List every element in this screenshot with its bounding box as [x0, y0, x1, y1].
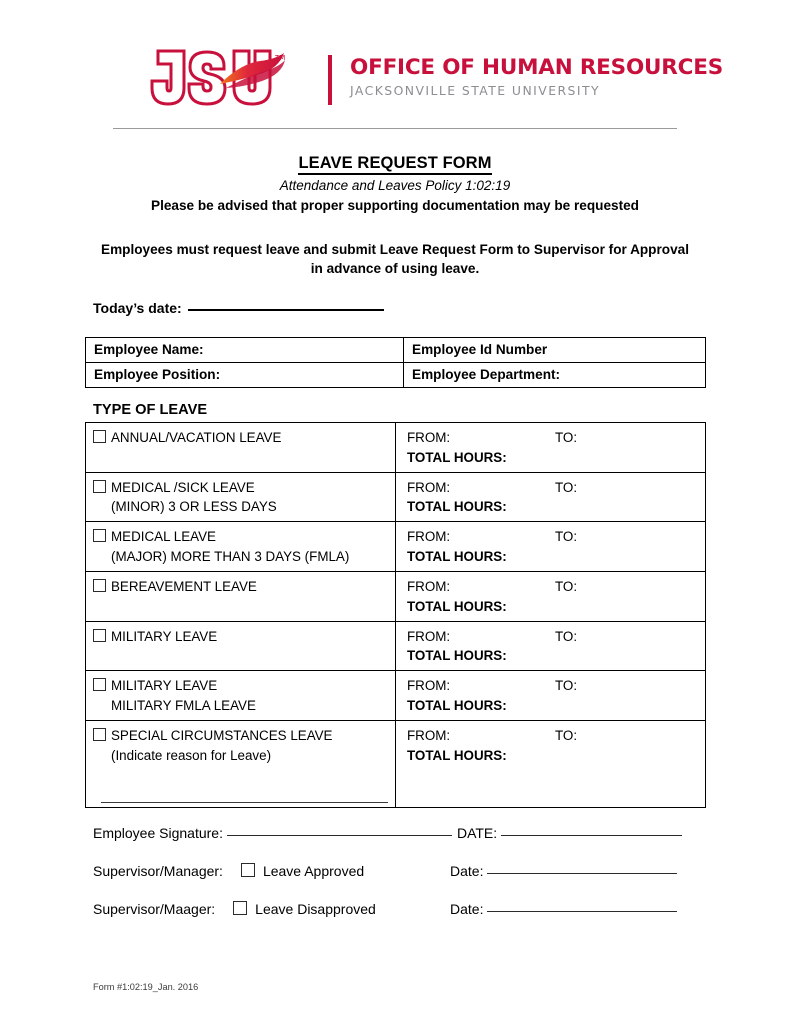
leave-row-bereavement[interactable]	[86, 571, 396, 621]
table-row	[86, 720, 706, 807]
checkbox-special-circumstances[interactable]	[93, 728, 106, 741]
total-hours-label: TOTAL HOURS:	[407, 747, 507, 763]
table-row	[86, 671, 706, 721]
jsu-wordmark-icon	[148, 48, 323, 110]
leave-dates-special-circumstances[interactable]	[396, 720, 706, 807]
supervisor-disapproved-row	[93, 901, 713, 939]
type-of-leave-heading: TYPE OF LEAVE	[93, 402, 208, 418]
instruction-note: Employees must request leave and submit Leave Request Form to Supervisor for Approval in advance of using leave.	[101, 242, 689, 277]
leave-sublabel: MILITARY FMLA LEAVE	[111, 698, 256, 714]
leave-label: ANNUAL/VACATION LEAVE	[111, 430, 282, 445]
policy-reference: Attendance and Leaves Policy 1:02:19	[279, 178, 511, 193]
employee-date-label: DATE:	[456, 825, 498, 841]
total-hours-label: TOTAL HOURS:	[407, 698, 507, 714]
leave-row-military[interactable]	[86, 621, 396, 671]
leave-sublabel: (MAJOR) MORE THAN 3 DAYS (FMLA)	[111, 549, 350, 565]
employee-id-cell[interactable]: Employee Id Number	[404, 338, 706, 363]
leave-disapproved-label: Leave Disapproved	[255, 901, 376, 917]
supervisor-approved-row	[93, 863, 713, 901]
office-title: OFFICE OF HUMAN RESOURCES	[350, 55, 723, 80]
from-label: FROM:	[407, 727, 451, 743]
leave-row-annual-vacation[interactable]	[86, 423, 396, 473]
total-hours-label: TOTAL HOURS:	[407, 449, 507, 465]
to-label: TO:	[555, 529, 578, 545]
todays-date-label: Today’s date:	[93, 300, 182, 316]
from-label: FROM:	[407, 678, 451, 694]
todays-date-input-rule[interactable]	[188, 309, 384, 311]
disapproved-date-label: Date:	[450, 901, 484, 917]
leave-dates-military[interactable]	[396, 621, 706, 671]
page-title	[0, 154, 790, 173]
leave-approved-label: Leave Approved	[262, 863, 365, 879]
from-label: FROM:	[407, 529, 451, 545]
checkbox-bereavement[interactable]	[93, 579, 106, 592]
leave-label: MEDICAL LEAVE	[111, 529, 216, 545]
from-label: FROM:	[407, 479, 451, 495]
leave-label: BEREAVEMENT LEAVE	[111, 578, 257, 594]
checkbox-military-fmla[interactable]	[93, 678, 106, 691]
to-label: TO:	[555, 678, 578, 694]
leave-row-medical-sick[interactable]	[86, 472, 396, 522]
leave-dates-medical-sick[interactable]	[396, 472, 706, 522]
total-hours-label: TOTAL HOURS:	[407, 648, 507, 664]
table-row	[86, 621, 706, 671]
employee-date-input-rule[interactable]	[501, 835, 682, 836]
to-label: TO:	[555, 430, 578, 445]
employee-position-cell[interactable]: Employee Position:	[86, 363, 404, 388]
to-label: TO:	[555, 479, 578, 495]
leave-dates-bereavement[interactable]	[396, 571, 706, 621]
special-reason-input-rule[interactable]	[101, 802, 388, 803]
disapproved-date-input-rule[interactable]	[487, 911, 677, 912]
leave-label: MEDICAL /SICK LEAVE	[111, 479, 255, 495]
employee-info-table	[85, 337, 706, 388]
checkbox-annual-vacation[interactable]	[93, 430, 106, 443]
page-title-text: LEAVE REQUEST FORM	[298, 154, 491, 175]
total-hours-label: TOTAL HOURS:	[407, 499, 507, 515]
leave-dates-annual-vacation[interactable]	[396, 423, 706, 473]
leave-row-special-circumstances[interactable]	[86, 720, 396, 807]
checkbox-medical-sick[interactable]	[93, 480, 106, 493]
checkbox-leave-disapproved[interactable]	[233, 901, 247, 915]
supervisor-maager-label: Supervisor/Maager:	[93, 901, 216, 917]
table-row	[86, 472, 706, 522]
todays-date-field[interactable]	[93, 300, 384, 316]
trademark-mark: TM	[275, 54, 286, 62]
from-label: FROM:	[407, 578, 451, 594]
jsu-logo	[148, 48, 323, 110]
from-label: FROM:	[407, 628, 451, 644]
to-label: TO:	[555, 727, 578, 743]
approved-date-input-rule[interactable]	[487, 873, 677, 874]
leave-label: MILITARY LEAVE	[111, 678, 218, 694]
total-hours-label: TOTAL HOURS:	[407, 598, 507, 614]
disapproved-date-field	[450, 901, 677, 917]
employee-name-cell[interactable]: Employee Name:	[86, 338, 404, 363]
advisory-note: Please be advised that proper supporting documentation may be requested	[151, 198, 639, 213]
leave-sublabel: (MINOR) 3 OR LESS DAYS	[111, 499, 277, 515]
table-row	[86, 363, 706, 388]
table-row	[86, 423, 706, 473]
to-label: TO:	[555, 578, 578, 594]
leave-dates-medical-fmla[interactable]	[396, 522, 706, 572]
leave-dates-military-fmla[interactable]	[396, 671, 706, 721]
table-row	[86, 338, 706, 363]
employee-signature-input-rule[interactable]	[227, 835, 452, 836]
leave-row-medical-fmla[interactable]	[86, 522, 396, 572]
leave-row-military-fmla[interactable]	[86, 671, 396, 721]
table-row	[86, 571, 706, 621]
leave-label: SPECIAL CIRCUMSTANCES LEAVE	[111, 727, 333, 743]
checkbox-leave-approved[interactable]	[241, 863, 255, 877]
to-label: TO:	[555, 628, 578, 644]
leave-sublabel: (Indicate reason for Leave)	[111, 747, 272, 763]
table-row	[86, 522, 706, 572]
employee-department-cell[interactable]: Employee Department:	[404, 363, 706, 388]
logo-divider	[328, 55, 332, 105]
leave-type-table	[85, 422, 706, 808]
page-header	[0, 0, 790, 140]
header-divider-rule	[113, 128, 677, 129]
approved-date-label: Date:	[450, 863, 484, 879]
university-subtitle: JACKSONVILLE STATE UNIVERSITY	[350, 82, 600, 98]
header-text-block	[350, 55, 723, 98]
checkbox-medical-fmla[interactable]	[93, 529, 106, 542]
employee-signature-row	[93, 825, 713, 863]
signature-section	[93, 825, 713, 939]
employee-signature-label: Employee Signature:	[93, 825, 223, 841]
approved-date-field	[450, 863, 677, 879]
form-number-footer: Form #1:02:19_Jan. 2016	[93, 982, 199, 992]
supervisor-manager-label: Supervisor/Manager:	[93, 863, 223, 879]
total-hours-label: TOTAL HOURS:	[407, 549, 507, 565]
from-label: FROM:	[407, 430, 451, 445]
leave-label: MILITARY LEAVE	[111, 628, 218, 644]
checkbox-military[interactable]	[93, 629, 106, 642]
